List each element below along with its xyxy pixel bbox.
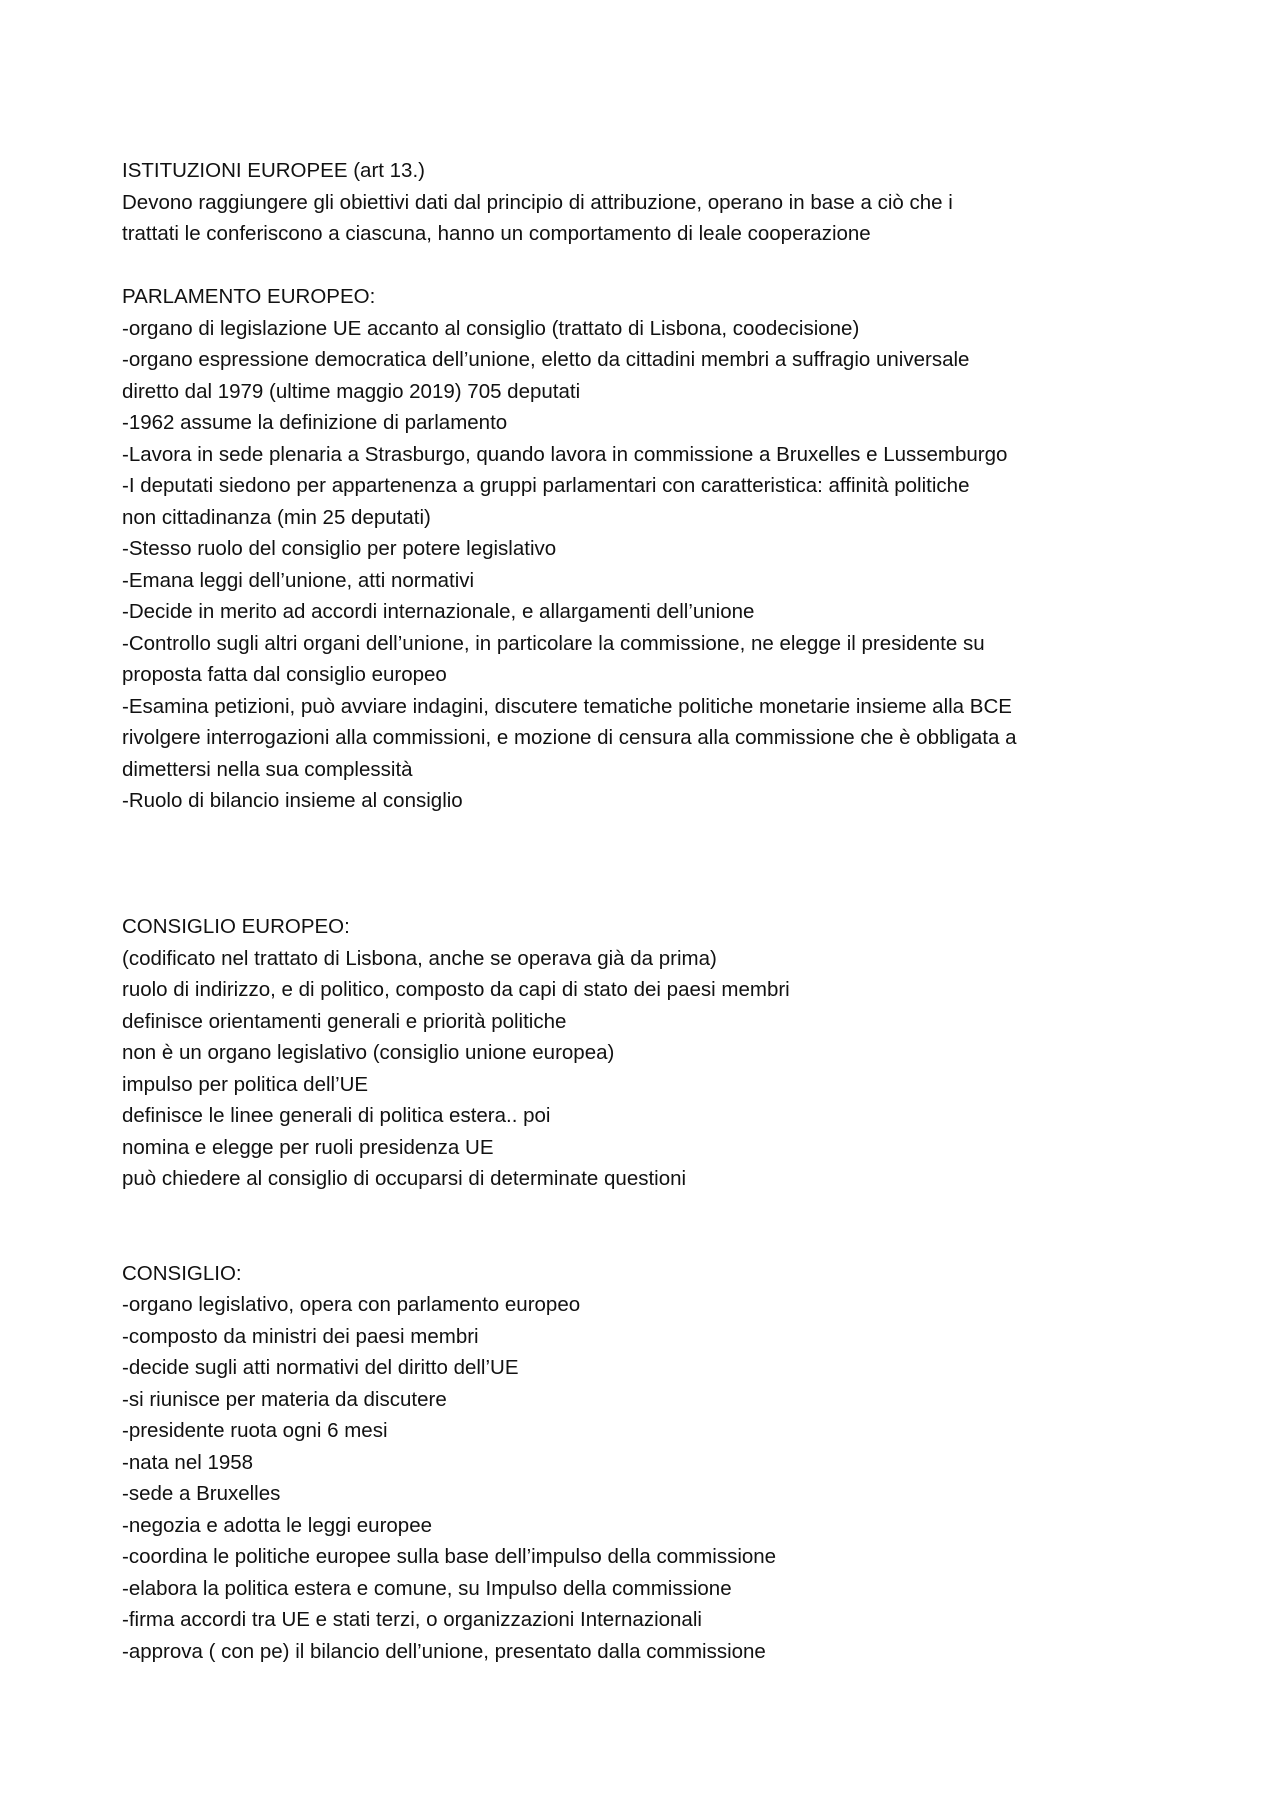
text-line: -decide sugli atti normativi del diritto dell’UE bbox=[122, 1356, 519, 1379]
section-heading: CONSIGLIO: bbox=[122, 1261, 242, 1285]
text-line: non è un organo legislativo (consiglio unione europea) bbox=[122, 1041, 615, 1064]
spacer bbox=[122, 817, 1172, 912]
text-line: -Stesso ruolo del consiglio per potere legislativo bbox=[122, 537, 557, 560]
text-line: -organo legislativo, opera con parlamento europeo bbox=[122, 1293, 581, 1316]
text-line: -elabora la politica estera e comune, su Impulso della commissione bbox=[122, 1576, 732, 1600]
text-line: -Emana leggi dell’unione, atti normativi bbox=[122, 568, 475, 592]
intro-line: trattati le conferiscono a ciascuna, hanno un comportamento di leale cooperazione bbox=[122, 222, 871, 245]
text-line: -si riunisce per materia da discutere bbox=[122, 1387, 447, 1411]
text-line: -organo di legislazione UE accanto al consiglio (trattato di Lisbona, coodecisione) bbox=[122, 316, 860, 340]
text-line: definisce orientamenti generali e priorità politiche bbox=[122, 1009, 567, 1033]
text-line: (codificato nel trattato di Lisbona, anche se operava già da prima) bbox=[122, 946, 717, 970]
text-line: diretto dal 1979 (ultime maggio 2019) 705 deputati bbox=[122, 379, 581, 403]
document-title: ISTITUZIONI EUROPEE (art 13.) bbox=[122, 159, 425, 182]
text-line: -firma accordi tra UE e stati terzi, o organizzazioni Internazionali bbox=[122, 1608, 702, 1631]
text-line: dimettersi nella sua complessità bbox=[122, 757, 413, 781]
text-line: -approva ( con pe) il bilancio dell’unione, presentato dalla commissione bbox=[122, 1639, 766, 1663]
text-line: può chiedere al consiglio di occuparsi di determinate questioni bbox=[122, 1167, 687, 1190]
text-line: -negozia e adotta le leggi europee bbox=[122, 1513, 433, 1537]
text-line: -organo espressione democratica dell’unione, eletto da cittadini membri a suffragio universale bbox=[122, 348, 970, 371]
text-line: rivolgere interrogazioni alla commissioni, e mozione di censura alla commissione che è obbligata a bbox=[122, 726, 1017, 749]
text-line: -coordina le politiche europee sulla base dell’impulso della commissione bbox=[122, 1545, 777, 1568]
text-line: -Decide in merito ad accordi internazionale, e allargamenti dell’unione bbox=[122, 600, 755, 623]
text-line: -Ruolo di bilancio insieme al consiglio bbox=[122, 789, 463, 812]
text-line: nomina e elegge per ruoli presidenza UE bbox=[122, 1135, 494, 1159]
text-line: -sede a Bruxelles bbox=[122, 1482, 281, 1505]
text-line: -Controllo sugli altri organi dell’unione, in particolare la commissione, ne elegge il presidente su bbox=[122, 631, 985, 655]
text-line: ruolo di indirizzo, e di politico, composto da capi di stato dei paesi membri bbox=[122, 978, 790, 1001]
text-line: -Esamina petizioni, può avviare indagini, discutere tematiche politiche monetarie insieme alla BCE bbox=[122, 694, 1012, 718]
section-heading: PARLAMENTO EUROPEO: bbox=[122, 285, 376, 308]
text-line: -presidente ruota ogni 6 mesi bbox=[122, 1419, 388, 1442]
text-line: non cittadinanza (min 25 deputati) bbox=[122, 505, 431, 529]
section-intro bbox=[122, 155, 1172, 250]
text-line: -I deputati siedono per appartenenza a gruppi parlamentari con caratteristica: affinità politiche bbox=[122, 474, 970, 497]
text-line: definisce le linee generali di politica estera.. poi bbox=[122, 1104, 551, 1127]
section-consiglio-europeo bbox=[122, 911, 1172, 1195]
document-body bbox=[122, 155, 1172, 1667]
intro-line: Devono raggiungere gli obiettivi dati dal principio di attribuzione, operano in base a ciò che i bbox=[122, 190, 953, 214]
section-parlamento-europeo bbox=[122, 281, 1172, 817]
section-heading: CONSIGLIO EUROPEO: bbox=[122, 915, 350, 938]
text-line: proposta fatta dal consiglio europeo bbox=[122, 663, 447, 686]
text-line: -Lavora in sede plenaria a Strasburgo, quando lavora in commissione a Bruxelles e Lussemburgo bbox=[122, 442, 1008, 466]
text-line: -1962 assume la definizione di parlamento bbox=[122, 411, 508, 434]
section-consiglio bbox=[122, 1258, 1172, 1668]
text-line: -composto da ministri dei paesi membri bbox=[122, 1324, 479, 1348]
spacer bbox=[122, 1195, 1172, 1258]
text-line: impulso per politica dell’UE bbox=[122, 1072, 369, 1096]
spacer bbox=[122, 250, 1172, 282]
text-line: -nata nel 1958 bbox=[122, 1450, 254, 1474]
